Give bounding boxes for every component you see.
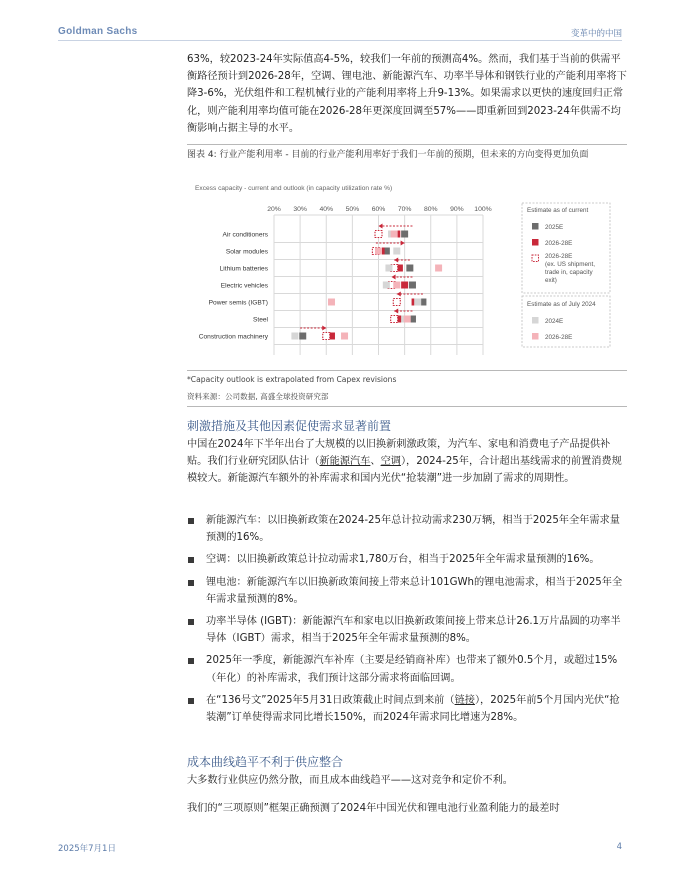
marker-2024e [393, 248, 400, 255]
x-tick-label: 80% [423, 206, 438, 213]
bullet-item: 空调：以旧换新政策总计拉动需求1,780万台，相当于2025年全年需求量预测的16%。 [187, 551, 627, 568]
paragraph-text: ），2024-25年，合计超出基线需求的前置消费规模较大。新能源汽车额外的补库需求和国内光伏“抢装潮”进一步加剧了需求的周期性。 [187, 456, 622, 485]
bullet-item [187, 692, 627, 726]
legend-label: 2025E [545, 224, 564, 231]
arrow-head [394, 309, 398, 314]
link-policy[interactable]: 链接 [454, 694, 475, 706]
marker-2026-28e-ex-adjust [375, 231, 382, 238]
marker-2025e [409, 282, 416, 289]
section-heading-demand: 刺激措施及其他因素促使需求显著前置 [187, 419, 392, 433]
x-tick-label: 70% [397, 206, 412, 213]
figure-source: 资料来源：公司数据, 高盛全球投资研究部 [187, 392, 329, 401]
arrow-head [379, 224, 383, 229]
bullet-text: ），2025年前5个月国内光伏“抢装潮”订单使得需求同比增长150%，而2024年需求同比增速为28%。 [206, 694, 620, 724]
link-ac[interactable]: 空调 [380, 456, 401, 468]
marker-2026-28e-ex-adjust [391, 316, 398, 323]
x-tick-label: 60% [371, 206, 386, 213]
arrow-head [401, 241, 405, 246]
source-rule [187, 406, 627, 407]
x-tick-label: 20% [267, 206, 281, 213]
legend-swatch-2026-28e [532, 239, 539, 246]
category-label: Electric vehicles [220, 282, 268, 290]
legend-group-title: Estimate as of current [527, 207, 589, 214]
bullet-item: 功率半导体 (IGBT)：新能源汽车和家电以旧换新政策间接上带来总计26.1万片晶圆的功率半导体（IGBT）需求，相当于2025年全年需求量预测的8%。 [187, 613, 627, 647]
section-paragraph-demand [187, 436, 627, 488]
paragraph-text: 中国在2024年下半年出台了大规模的以旧换新刺激政策，为汽车、家电和消费电子产品提供补贴。我们行业研究团队估计（ [187, 439, 611, 468]
legend-label: 2026-28E [545, 240, 573, 247]
capacity-utilization-chart [187, 195, 627, 360]
marker-2026-28e [404, 316, 411, 323]
bullet-item: 2025年一季度，新能源汽车补库（主要是经销商补库）也带来了额外0.5个月，或超过15%（年化）的补库需求，我们预计这部分需求将面临回调。 [187, 652, 627, 686]
bullet-item: 新能源汽车：以旧换新政策在2024-25年总计拉动需求230万辆，相当于2025年全年需求量预测的16%。 [187, 512, 627, 546]
legend-swatch-dashed [532, 255, 539, 262]
legend-label: 2026-28E [545, 253, 573, 260]
intro-paragraph: 63%，较2023-24年实际值高4-5%，较我们一年前的预测高4%。然而，我们基于当前的供需平衡路径预计到2026-28年，空调、锂电池、新能源汽车、功率半导体和钢铁行业的产能利用率将下降3-6%，光伏组件和工程机械行业的产能利用率将上升9-13%。如果需求以更快的速度回归正常化，则产能利用率均值可能在2026-28年更深度回调至57%——即重新回到2023-24年供需不均衡影响占据主导的水平。 [187, 54, 627, 134]
x-tick-label: 40% [319, 206, 334, 213]
marker-2024e [291, 333, 298, 340]
arrow-head [397, 292, 401, 297]
header-divider [58, 40, 622, 41]
bullet-item: 锂电池：新能源汽车以旧换新政策间接上带来总计101GWh的锂电池需求，相当于2025年全年需求量预测的8%。 [187, 574, 627, 608]
section-paragraph-supply-1: 大多数行业供应仍然分散，而且成本曲线趋平——这对竞争和定价不利。 [187, 775, 513, 786]
x-tick-label: 50% [345, 206, 360, 213]
link-nev[interactable]: 新能源汽车 [319, 456, 371, 468]
figure-bottom-rule [187, 370, 627, 371]
marker-2026-28e-ex-adjust [323, 333, 330, 340]
arrow-head [392, 275, 396, 280]
bullet-text: 在“136号文”2025年5月31日政策截止时间点到来前（ [206, 694, 455, 706]
marker-2024e [383, 282, 390, 289]
marker-2024e [414, 299, 421, 306]
legend-label: 2024E [545, 318, 564, 325]
brand-logo: Goldman Sachs [58, 26, 138, 37]
category-label: Construction machinery [198, 333, 268, 341]
chart-title: Excess capacity - current and outlook (in capacity utilization rate %) [195, 185, 393, 192]
legend-swatch-2024e [532, 317, 539, 324]
page-number: 4 [616, 842, 622, 852]
x-tick-label: 100% [474, 206, 492, 213]
paragraph-sep: 、 [370, 456, 381, 468]
arrow-head [394, 258, 398, 263]
marker-2025e [406, 265, 413, 272]
legend-label: (ex. US shipment, [545, 261, 596, 268]
marker-2026-28e [435, 265, 442, 272]
marker-2026-28e [328, 299, 335, 306]
category-label: Solar modules [225, 248, 268, 256]
marker-2025e [299, 333, 306, 340]
section-heading-supply: 成本曲线趋平不利于供应整合 [187, 755, 344, 769]
legend-label: trade in, capacity [545, 269, 593, 276]
category-label: Air conditioners [222, 231, 268, 239]
legend-box-current [522, 203, 610, 293]
category-label: Lithium batteries [219, 265, 268, 273]
legend-swatch-2025e [532, 223, 539, 230]
marker-2024e [385, 265, 392, 272]
marker-2026-28e [401, 282, 408, 289]
marker-2026-28e [341, 333, 348, 340]
legend-label: exit) [545, 277, 557, 284]
bullet-list [187, 512, 627, 731]
figure-top-rule [187, 144, 627, 145]
legend-label: 2026-28E [545, 334, 573, 341]
section-paragraph-supply-2: 我们的“三项原则”框架正确预测了2024年中国光伏和锂电池行业盈利能力的最差时 [187, 803, 560, 814]
legend-group-title: Estimate as of July 2024 [527, 301, 596, 308]
x-tick-label: 90% [450, 206, 464, 213]
x-tick-label: 30% [293, 206, 307, 213]
marker-2026-28e [393, 282, 400, 289]
legend-swatch-2026-28e-july [532, 333, 539, 340]
report-title: 变革中的中国 [570, 29, 622, 39]
category-label: Steel [252, 316, 268, 324]
figure-footnote: *Capacity outlook is extrapolated from Capex revisions [187, 375, 397, 384]
marker-2026-28e-ex-adjust [393, 299, 400, 306]
marker-2026-28e [375, 248, 382, 255]
marker-2026-28e [391, 231, 398, 238]
figure-title: 图表 4: 行业产能利用率 - 目前的行业产能利用率好于我们一年前的预期，但未来的方向变得更加负面 [187, 150, 589, 160]
marker-2025e [401, 231, 408, 238]
category-label: Power semis (IGBT) [208, 299, 268, 307]
arrow-head [322, 326, 326, 331]
footer-date: 2025年7月1日 [58, 844, 116, 854]
